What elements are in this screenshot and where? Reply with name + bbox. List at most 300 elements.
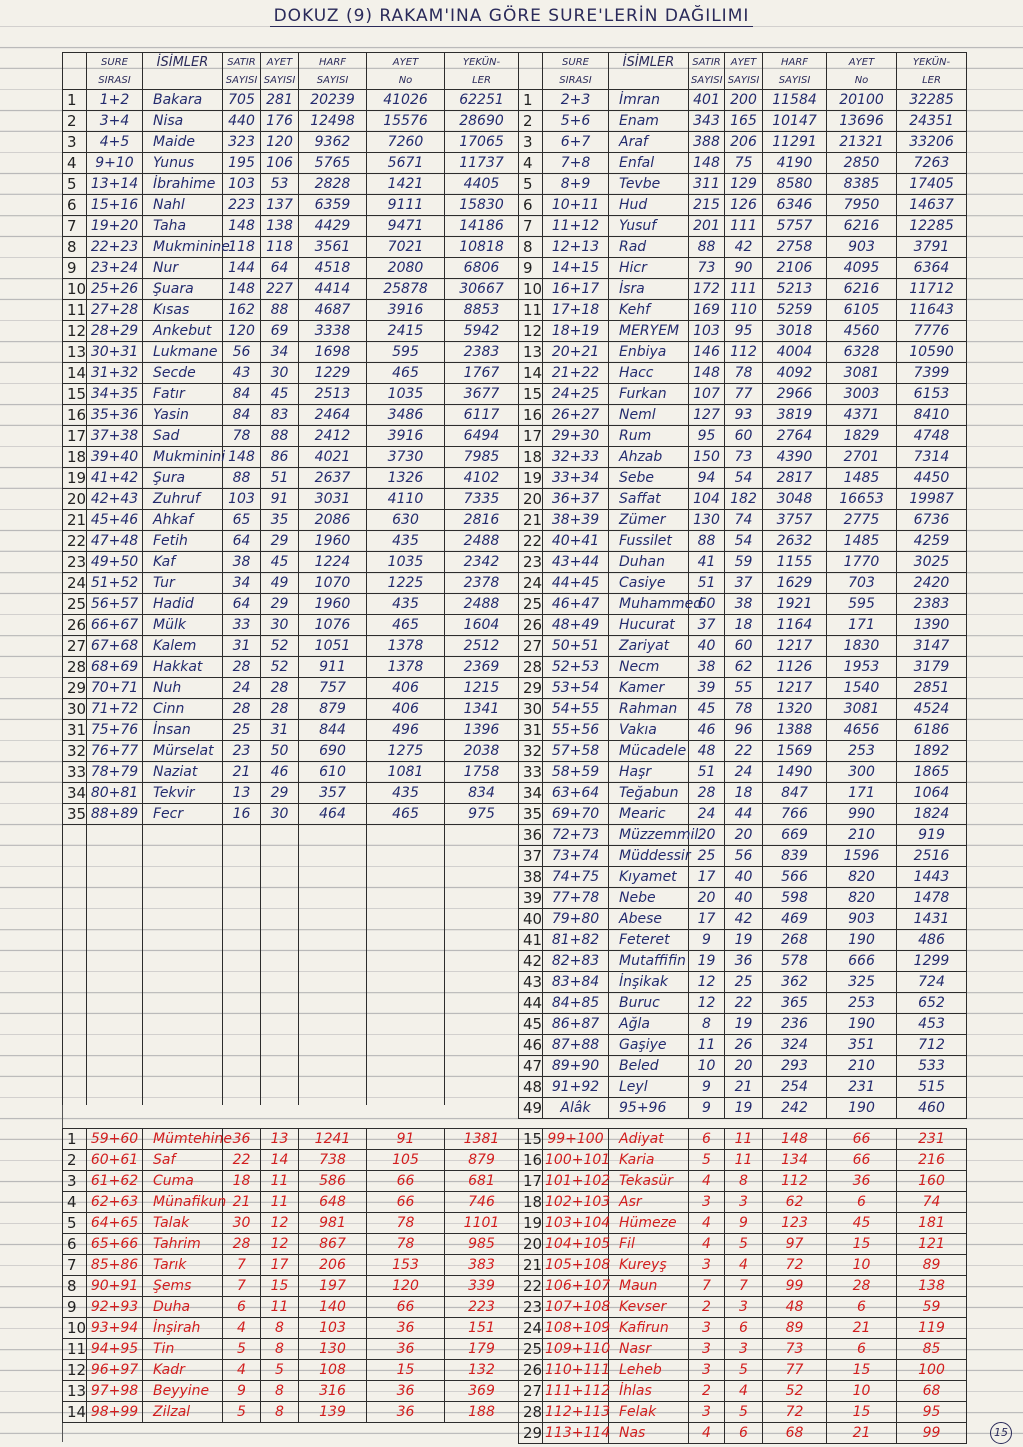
sure-name-cell: Maide [143,132,223,153]
table-row [63,1192,519,1213]
table-row [63,426,519,447]
ayet-sayisi-cell: 86 [261,447,299,468]
ayet-no-cell: 3081 [827,699,897,720]
row-index-cell: 3 [63,1171,87,1192]
harf-sayisi-cell: 5213 [763,279,827,300]
harf-sayisi-cell: 123 [763,1213,827,1234]
ayet-no-cell: 1540 [827,678,897,699]
sure-sirasi-cell: 39+40 [87,447,143,468]
yekun-cell: 7985 [445,447,519,468]
row-index-cell: 2 [63,111,87,132]
ayet-sayisi-cell: 78 [725,699,763,720]
ayet-sayisi-cell: 4 [725,1381,763,1402]
yekun-cell: 2383 [445,342,519,363]
ayet-sayisi-cell: 18 [725,783,763,804]
sure-sirasi-cell: 48+49 [543,615,609,636]
header-ayet-no: AYET [827,53,897,72]
row-index-cell: 21 [63,510,87,531]
ayet-no-cell: 1035 [367,384,445,405]
sure-name-cell: Beyyine [143,1381,223,1402]
table-row [63,1171,519,1192]
row-index-cell: 19 [519,1213,543,1234]
yekun-cell: 4524 [897,699,967,720]
left-table-body [63,90,519,1106]
right-table-body [519,90,967,1119]
empty-row [63,845,519,865]
sure-sirasi-cell: 15+16 [87,195,143,216]
ayet-no-cell: 4371 [827,405,897,426]
table-row [63,300,519,321]
ayet-no-cell: 435 [367,531,445,552]
table-row [519,216,967,237]
ayet-no-cell: 6 [827,1192,897,1213]
sure-name-cell: Furkan [609,384,689,405]
satir-sayisi-cell: 3 [689,1192,725,1213]
header-isimler: İSİMLER [609,53,689,72]
harf-sayisi-cell: 1569 [763,741,827,762]
sure-sirasi-cell: 18+19 [543,321,609,342]
yekun-cell: 68 [897,1381,967,1402]
ayet-sayisi-cell: 75 [725,153,763,174]
header-isimler-2 [609,71,689,90]
ayet-sayisi-cell: 40 [725,888,763,909]
sure-name-cell: Kadr [143,1360,223,1381]
empty-cell [367,1005,445,1025]
table-row [519,1171,967,1192]
sure-name-cell: Muhammed [609,594,689,615]
table-row [63,594,519,615]
harf-sayisi-cell: 9362 [299,132,367,153]
table-row [519,867,967,888]
table-row [519,1318,967,1339]
sure-name-cell: Kısas [143,300,223,321]
page-title [0,6,1023,27]
harf-sayisi-cell: 130 [299,1339,367,1360]
sure-sirasi-cell: 4+5 [87,132,143,153]
harf-sayisi-cell: 4092 [763,363,827,384]
sure-sirasi-cell: 33+34 [543,468,609,489]
sure-sirasi-cell: 8+9 [543,174,609,195]
header-blank [519,53,543,72]
empty-cell [367,905,445,925]
empty-row [63,825,519,846]
ayet-sayisi-cell: 30 [261,615,299,636]
yekun-cell: 188 [445,1402,519,1423]
sure-sirasi-cell: 50+51 [543,636,609,657]
left-main-table [62,52,519,1105]
sure-name-cell: Saffat [609,489,689,510]
ayet-no-cell: 6216 [827,279,897,300]
sure-name-cell: Vakıa [609,720,689,741]
row-index-cell: 24 [63,573,87,594]
table-row [519,447,967,468]
satir-sayisi-cell: 21 [223,762,261,783]
row-index-cell: 30 [519,699,543,720]
empty-cell [87,865,143,885]
ayet-no-cell: 1326 [367,468,445,489]
sure-name-cell: Yusuf [609,216,689,237]
yekun-cell: 24351 [897,111,967,132]
empty-cell [223,1045,261,1065]
sure-sirasi-cell: 36+37 [543,489,609,510]
yekun-cell: 453 [897,1014,967,1035]
empty-cell [223,1025,261,1045]
ayet-no-cell: 20100 [827,90,897,111]
ayet-sayisi-cell: 5 [261,1360,299,1381]
yekun-cell: 4259 [897,531,967,552]
empty-cell [261,905,299,925]
ayet-sayisi-cell: 110 [725,300,763,321]
satir-sayisi-cell: 4 [689,1213,725,1234]
table-row [519,699,967,720]
sure-name-cell: Ahzab [609,447,689,468]
harf-sayisi-cell: 6359 [299,195,367,216]
ayet-no-cell: 16653 [827,489,897,510]
sure-name-cell: Yasin [143,405,223,426]
ayet-no-cell: 465 [367,615,445,636]
sure-sirasi-cell: 47+48 [87,531,143,552]
empty-cell [299,825,367,846]
row-index-cell: 5 [63,1213,87,1234]
sure-name-cell: Enam [609,111,689,132]
empty-cell [367,985,445,1005]
satir-sayisi-cell: 39 [689,678,725,699]
satir-sayisi-cell: 118 [223,237,261,258]
harf-sayisi-cell: 316 [299,1381,367,1402]
empty-cell [63,1065,87,1085]
sure-sirasi-cell: 21+22 [543,363,609,384]
satir-sayisi-cell: 127 [689,405,725,426]
empty-cell [87,1005,143,1025]
ayet-sayisi-cell: 64 [261,258,299,279]
sure-sirasi-cell: 88+89 [87,804,143,825]
ayet-no-cell: 6216 [827,216,897,237]
ayet-sayisi-cell: 18 [725,615,763,636]
empty-cell [261,825,299,846]
harf-sayisi-cell: 464 [299,804,367,825]
ayet-sayisi-cell: 8 [261,1339,299,1360]
harf-sayisi-cell: 4390 [763,447,827,468]
row-index-cell: 46 [519,1035,543,1056]
row-index-cell: 16 [519,405,543,426]
satir-sayisi-cell: 43 [223,363,261,384]
yekun-cell: 6494 [445,426,519,447]
yekun-cell: 2512 [445,636,519,657]
sure-sirasi-cell: 9+10 [87,153,143,174]
empty-cell [143,865,223,885]
harf-sayisi-cell: 197 [299,1276,367,1297]
row-index-cell: 27 [519,636,543,657]
harf-sayisi-cell: 2464 [299,405,367,426]
table-row [63,741,519,762]
table-row [63,636,519,657]
ayet-sayisi-cell: 49 [261,573,299,594]
sure-name-cell: Ağla [609,1014,689,1035]
sure-sirasi-cell: 14+15 [543,258,609,279]
ayet-sayisi-cell: 77 [725,384,763,405]
satir-sayisi-cell: 28 [223,1234,261,1255]
yekun-cell: 4102 [445,468,519,489]
harf-sayisi-cell: 2086 [299,510,367,531]
row-index-cell: 8 [63,237,87,258]
table-row [63,279,519,300]
satir-sayisi-cell: 51 [689,573,725,594]
sure-sirasi-cell: 72+73 [543,825,609,846]
satir-sayisi-cell: 33 [223,615,261,636]
yekun-cell: 1390 [897,615,967,636]
table-row [519,930,967,951]
empty-row [63,945,519,965]
ayet-no-cell: 15 [367,1360,445,1381]
ayet-no-cell: 13696 [827,111,897,132]
ayet-no-cell: 4095 [827,258,897,279]
empty-cell [367,865,445,885]
empty-cell [223,1085,261,1105]
empty-cell [299,865,367,885]
row-index-cell: 44 [519,993,543,1014]
table-row [519,363,967,384]
yekun-cell: 985 [445,1234,519,1255]
table-row [63,237,519,258]
yekun-cell: 6364 [897,258,967,279]
table-row [519,615,967,636]
empty-cell [87,1085,143,1105]
row-index-cell: 21 [519,1255,543,1276]
yekun-cell: 181 [897,1213,967,1234]
sure-name-cell: Duha [143,1297,223,1318]
empty-cell [445,885,519,905]
empty-cell [299,1085,367,1105]
header-ayet: AYET [725,53,763,72]
ayet-no-cell: 1081 [367,762,445,783]
table-row [519,1150,967,1171]
sure-sirasi-cell: 2+3 [543,90,609,111]
sure-name-cell: Fatır [143,384,223,405]
row-index-cell: 6 [519,195,543,216]
row-index-cell: 31 [519,720,543,741]
yekun-cell: 1892 [897,741,967,762]
ayet-no-cell: 1225 [367,573,445,594]
harf-sayisi-cell: 3338 [299,321,367,342]
empty-cell [367,1065,445,1085]
ayet-no-cell: 190 [827,1098,897,1119]
satir-sayisi-cell: 148 [689,153,725,174]
satir-sayisi-cell: 4 [223,1360,261,1381]
satir-sayisi-cell: 60 [689,594,725,615]
harf-sayisi-cell: 4004 [763,342,827,363]
satir-sayisi-cell: 22 [223,1150,261,1171]
table-row [519,1297,967,1318]
sure-name-cell: Mutaffifin [609,951,689,972]
table-row [63,1402,519,1423]
harf-sayisi-cell: 586 [299,1171,367,1192]
harf-sayisi-cell: 598 [763,888,827,909]
empty-cell [87,845,143,865]
harf-sayisi-cell: 3048 [763,489,827,510]
table-row [519,1014,967,1035]
row-index-cell: 28 [519,1402,543,1423]
satir-sayisi-cell: 2 [689,1297,725,1318]
satir-sayisi-cell: 23 [223,741,261,762]
table-row [63,489,519,510]
sure-name-cell: Tekvir [143,783,223,804]
table-row [519,573,967,594]
harf-sayisi-cell: 1960 [299,594,367,615]
ayet-no-cell: 210 [827,825,897,846]
yekun-cell: 4748 [897,426,967,447]
empty-cell [367,1085,445,1105]
sure-sirasi-cell: 79+80 [543,909,609,930]
row-index-cell: 26 [519,1360,543,1381]
ayet-no-cell: 15576 [367,111,445,132]
sure-name-cell: İnşikak [609,972,689,993]
harf-sayisi-cell: 1490 [763,762,827,783]
ayet-sayisi-cell: 12 [261,1213,299,1234]
ayet-sayisi-cell: 9 [725,1213,763,1234]
row-index-cell: 29 [519,678,543,699]
empty-cell [63,1005,87,1025]
sure-sirasi-cell: 31+32 [87,363,143,384]
sure-name-cell: İnsan [143,720,223,741]
harf-sayisi-cell: 62 [763,1192,827,1213]
ayet-sayisi-cell: 15 [261,1276,299,1297]
empty-cell [223,1065,261,1085]
satir-sayisi-cell: 24 [689,804,725,825]
ayet-no-cell: 4110 [367,489,445,510]
row-index-cell: 14 [63,1402,87,1423]
ayet-sayisi-cell: 40 [725,867,763,888]
sure-sirasi-cell: 58+59 [543,762,609,783]
harf-sayisi-cell: 206 [299,1255,367,1276]
sure-sirasi-cell: Alâk [543,1098,609,1119]
ayet-no-cell: 1421 [367,174,445,195]
row-index-cell: 48 [519,1077,543,1098]
empty-cell [299,985,367,1005]
sure-sirasi-cell: 102+103 [543,1192,609,1213]
empty-cell [143,885,223,905]
empty-cell [63,1423,87,1444]
empty-cell [261,1065,299,1085]
sure-name-cell: Talak [143,1213,223,1234]
row-index-cell: 24 [519,573,543,594]
ayet-sayisi-cell: 51 [261,468,299,489]
satir-sayisi-cell: 6 [223,1297,261,1318]
ayet-no-cell: 6 [827,1297,897,1318]
sure-name-cell: Casiye [609,573,689,594]
row-index-cell: 16 [519,1150,543,1171]
satir-sayisi-cell: 38 [689,657,725,678]
ayet-no-cell: 8385 [827,174,897,195]
sure-sirasi-cell: 5+6 [543,111,609,132]
satir-sayisi-cell: 95 [689,426,725,447]
harf-sayisi-cell: 879 [299,699,367,720]
harf-sayisi-cell: 5757 [763,216,827,237]
header-harf: HARF [299,53,367,72]
harf-sayisi-cell: 4021 [299,447,367,468]
ayet-sayisi-cell: 112 [725,342,763,363]
ayet-sayisi-cell: 19 [725,930,763,951]
ayet-sayisi-cell: 56 [725,846,763,867]
header-blank [63,53,87,72]
table-row [519,552,967,573]
bottom-right-table [518,1128,967,1444]
sure-name-cell: Münafikun [143,1192,223,1213]
row-index-cell: 28 [63,657,87,678]
ayet-no-cell: 435 [367,783,445,804]
harf-sayisi-cell: 77 [763,1360,827,1381]
row-index-cell: 20 [519,489,543,510]
satir-sayisi-cell: 103 [223,489,261,510]
harf-sayisi-cell: 112 [763,1171,827,1192]
harf-sayisi-cell: 20239 [299,90,367,111]
sure-sirasi-cell: 28+29 [87,321,143,342]
empty-cell [299,1025,367,1045]
page-title-text: DOKUZ (9) RAKAM'INA GÖRE SURE'LERİN DAĞILIMI [270,6,754,27]
table-row [63,1213,519,1234]
satir-sayisi-cell: 4 [689,1171,725,1192]
sure-name-cell: Fetih [143,531,223,552]
yekun-cell: 8853 [445,300,519,321]
harf-sayisi-cell: 867 [299,1234,367,1255]
row-index-cell: 4 [519,153,543,174]
sure-name-cell: Hucurat [609,615,689,636]
header-blank [519,71,543,90]
sure-sirasi-cell: 81+82 [543,930,609,951]
satir-sayisi-cell: 107 [689,384,725,405]
sure-sirasi-cell: 17+18 [543,300,609,321]
ayet-sayisi-cell: 19 [725,1098,763,1119]
yekun-cell: 231 [897,1129,967,1150]
row-index-cell: 16 [63,405,87,426]
sure-sirasi-cell: 75+76 [87,720,143,741]
ayet-sayisi-cell: 31 [261,720,299,741]
yekun-cell: 1299 [897,951,967,972]
table-row [519,1213,967,1234]
yekun-cell: 6153 [897,384,967,405]
sure-name-cell: Fussilet [609,531,689,552]
satir-sayisi-cell: 64 [223,594,261,615]
sure-sirasi-cell: 11+12 [543,216,609,237]
empty-cell [299,1065,367,1085]
sure-name-cell: İmran [609,90,689,111]
ayet-sayisi-cell: 11 [725,1150,763,1171]
empty-cell [445,945,519,965]
yekun-cell: 15830 [445,195,519,216]
yekun-cell: 28690 [445,111,519,132]
empty-cell [223,965,261,985]
empty-cell [445,865,519,885]
sure-name-cell: Yunus [143,153,223,174]
header-yekun: YEKÜN- [445,53,519,72]
sure-name-cell: Mukminini [143,447,223,468]
satir-sayisi-cell: 17 [689,909,725,930]
header-sure-sirasi-2: SIRASI [543,71,609,90]
sure-sirasi-cell: 101+102 [543,1171,609,1192]
header-satir-2: SAYISI [223,71,261,90]
harf-sayisi-cell: 738 [299,1150,367,1171]
yekun-cell: 10590 [897,342,967,363]
yekun-cell: 4405 [445,174,519,195]
empty-cell [143,845,223,865]
row-index-cell: 39 [519,888,543,909]
sure-name-cell: Hud [609,195,689,216]
sure-sirasi-cell: 42+43 [87,489,143,510]
sure-name-cell: Mürselat [143,741,223,762]
empty-cell [367,1045,445,1065]
yekun-cell: 3791 [897,237,967,258]
row-index-cell: 35 [63,804,87,825]
yekun-cell: 95 [897,1402,967,1423]
